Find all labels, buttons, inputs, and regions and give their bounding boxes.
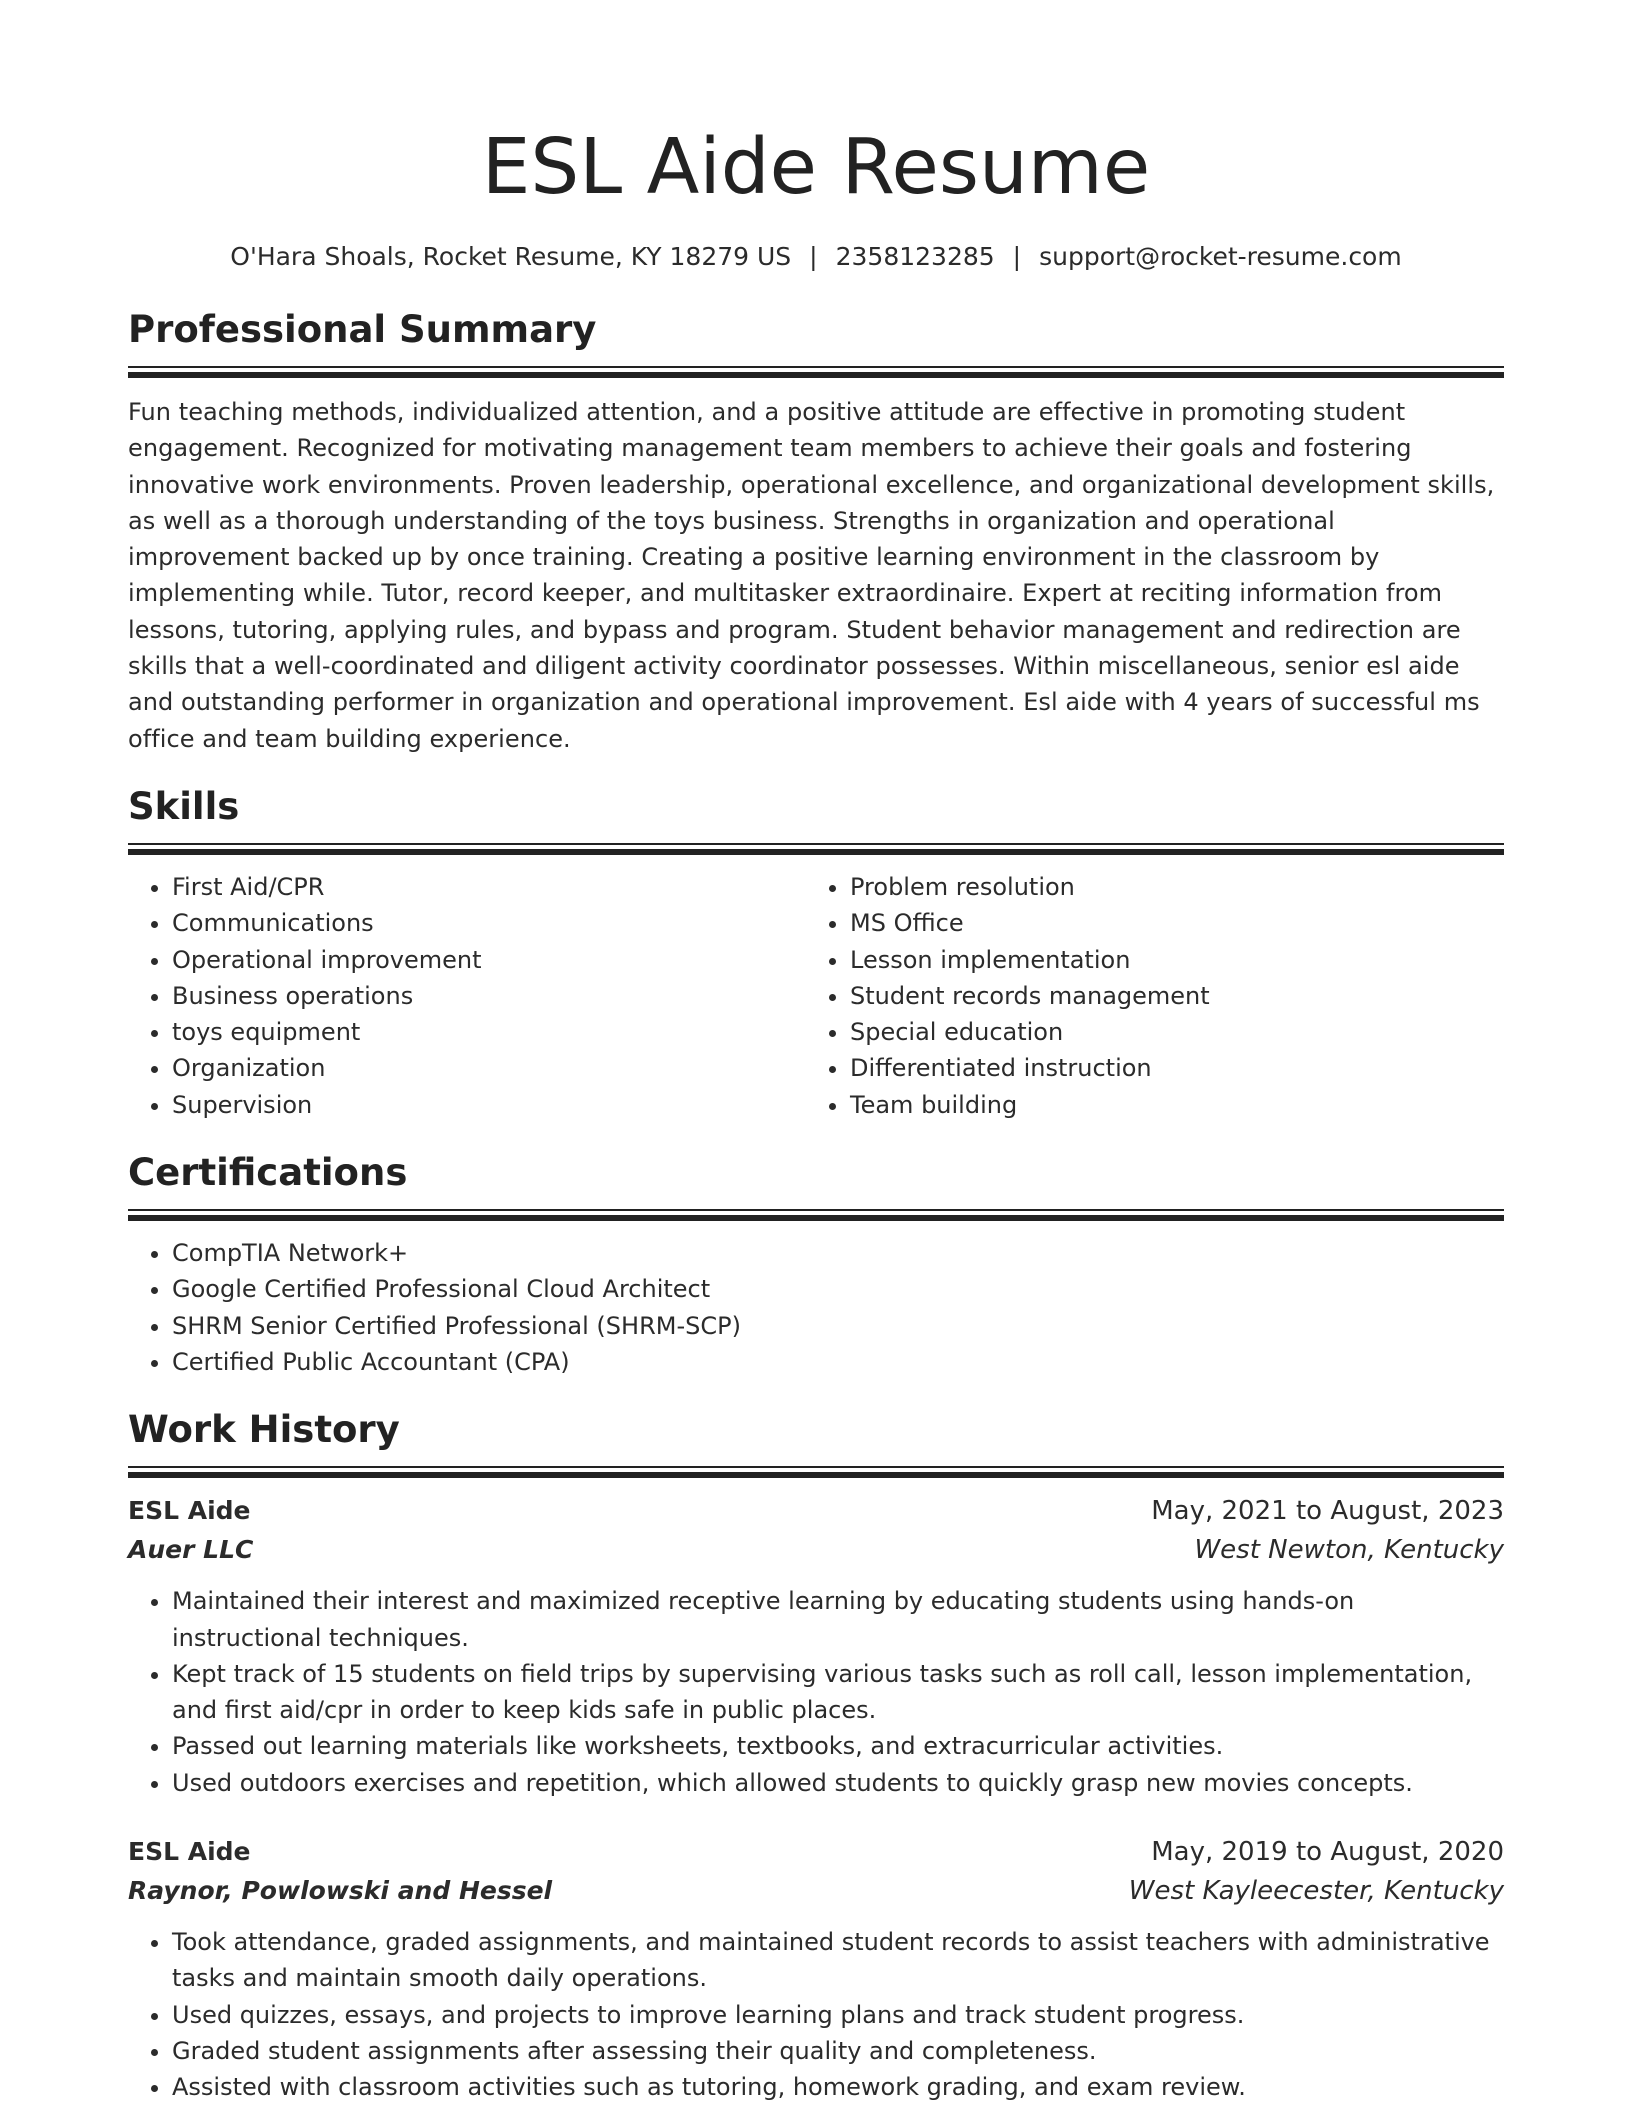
certifications-section bbox=[128, 1149, 1504, 1380]
certification-item: • Google Certified Professional Cloud Architect bbox=[172, 1271, 1504, 1307]
job-dates: May, 2019 to August, 2020 bbox=[1151, 1837, 1504, 1868]
skill-item: • Problem resolution bbox=[850, 869, 1484, 905]
skill-item: • Supervision bbox=[172, 1087, 806, 1123]
contact-separator: | bbox=[809, 242, 818, 271]
skill-item: • Special education bbox=[850, 1014, 1484, 1050]
job-location: West Newton, Kentucky bbox=[1194, 1535, 1504, 1566]
certification-item: • CompTIA Network+ bbox=[172, 1235, 1504, 1271]
section-divider bbox=[128, 1466, 1504, 1478]
skill-item: • toys equipment bbox=[172, 1014, 806, 1050]
skills-list-right bbox=[806, 869, 1484, 1123]
skill-item: • Organization bbox=[172, 1050, 806, 1086]
work-history-section bbox=[128, 1406, 1504, 2105]
skill-item: • MS Office bbox=[850, 905, 1484, 941]
skill-item: • Student records management bbox=[850, 978, 1484, 1014]
job-bullet: • Maintained their interest and maximized receptive learning by educating students using hands-on instructional techniques. bbox=[172, 1583, 1504, 1656]
skill-item: • Differentiated instruction bbox=[850, 1050, 1484, 1086]
job-title: ESL Aide bbox=[128, 1496, 251, 1526]
certification-item: • Certified Public Accountant (CPA) bbox=[172, 1344, 1504, 1380]
job-entry bbox=[128, 1833, 1504, 2105]
contact-phone: 2358123285 bbox=[835, 242, 995, 271]
job-title: ESL Aide bbox=[128, 1837, 251, 1867]
section-title-certifications: Certifications bbox=[128, 1151, 408, 1195]
section-title-work-history: Work History bbox=[128, 1408, 400, 1452]
contact-email[interactable]: support@rocket-resume.com bbox=[1039, 242, 1402, 271]
job-bullet: • Took attendance, graded assignments, and maintained student records to assist teachers with administrative tasks and maintain smooth daily operations. bbox=[172, 1924, 1504, 1997]
certification-item: • SHRM Senior Certified Professional (SHRM-SCP) bbox=[172, 1308, 1504, 1344]
job-bullet: • Kept track of 15 students on field trips by supervising various tasks such as roll call, lesson implementation, and first aid/cpr in order to keep kids safe in public places. bbox=[172, 1656, 1504, 1729]
summary-text: Fun teaching methods, individualized attention, and a positive attitude are effective in promoting student engagement. Recognized for motivating management team members to achieve their goals and fostering innovative work environments. Proven leadership, operational excellence, and organizational development skills, as well as a thorough understanding of the toys business. Strengths in organization and operational improvement backed up by once training. Creating a positive learning environment in the classroom by implementing while. Tutor, record keeper, and multitasker extraordinaire. Expert at reciting information from lessons, tutoring, applying rules, and bypass and program. Student behavior management and redirection are skills that a well-coordinated and diligent activity coordinator possesses. Within miscellaneous, senior esl aide and outstanding performer in organization and operational improvement. Esl aide with 4 years of successful ms office and team building experience. bbox=[128, 398, 1495, 753]
resume-title: ESL Aide Resume bbox=[481, 123, 1151, 212]
job-bullet: • Used outdoors exercises and repetition, which allowed students to quickly grasp new movies concepts. bbox=[172, 1765, 1504, 1801]
job-header bbox=[128, 1833, 1504, 1871]
skill-item: • Lesson implementation bbox=[850, 942, 1484, 978]
job-entry bbox=[128, 1492, 1504, 1801]
job-bullet-list bbox=[128, 1924, 1504, 2105]
section-divider bbox=[128, 366, 1504, 378]
job-bullet: • Passed out learning materials like worksheets, textbooks, and extracurricular activities. bbox=[172, 1728, 1504, 1764]
job-subheader bbox=[128, 1530, 1504, 1570]
skills-list-left bbox=[128, 869, 806, 1123]
skills-section bbox=[128, 783, 1504, 1123]
section-title-skills: Skills bbox=[128, 784, 240, 828]
job-company: Raynor, Powlowski and Hessel bbox=[128, 1876, 553, 1906]
job-bullet: • Used quizzes, essays, and projects to improve learning plans and track student progress. bbox=[172, 1997, 1504, 2033]
section-divider bbox=[128, 1209, 1504, 1221]
summary-section bbox=[128, 306, 1504, 757]
certifications-list bbox=[128, 1235, 1504, 1380]
job-subheader bbox=[128, 1871, 1504, 1911]
skill-item: • Team building bbox=[850, 1087, 1484, 1123]
section-title-summary: Professional Summary bbox=[128, 308, 597, 351]
section-divider bbox=[128, 843, 1504, 855]
skill-item: • Operational improvement bbox=[172, 942, 806, 978]
job-company: Auer LLC bbox=[128, 1535, 254, 1565]
job-header bbox=[128, 1492, 1504, 1530]
skill-item: • Business operations bbox=[172, 978, 806, 1014]
skills-columns bbox=[128, 869, 1504, 1123]
skill-item: • Communications bbox=[172, 905, 806, 941]
job-bullet-list bbox=[128, 1583, 1504, 1801]
job-location: West Kayleecester, Kentucky bbox=[1128, 1876, 1504, 1907]
contact-line bbox=[128, 240, 1504, 274]
skill-item: • First Aid/CPR bbox=[172, 869, 806, 905]
job-dates: May, 2021 to August, 2023 bbox=[1151, 1496, 1504, 1527]
contact-separator: | bbox=[1012, 242, 1022, 271]
job-bullet: • Graded student assignments after assessing their quality and completeness. bbox=[172, 2033, 1504, 2069]
contact-address: O'Hara Shoals, Rocket Resume, KY 18279 US bbox=[230, 242, 792, 271]
job-bullet: • Assisted with classroom activities such as tutoring, homework grading, and exam review. bbox=[172, 2069, 1504, 2105]
